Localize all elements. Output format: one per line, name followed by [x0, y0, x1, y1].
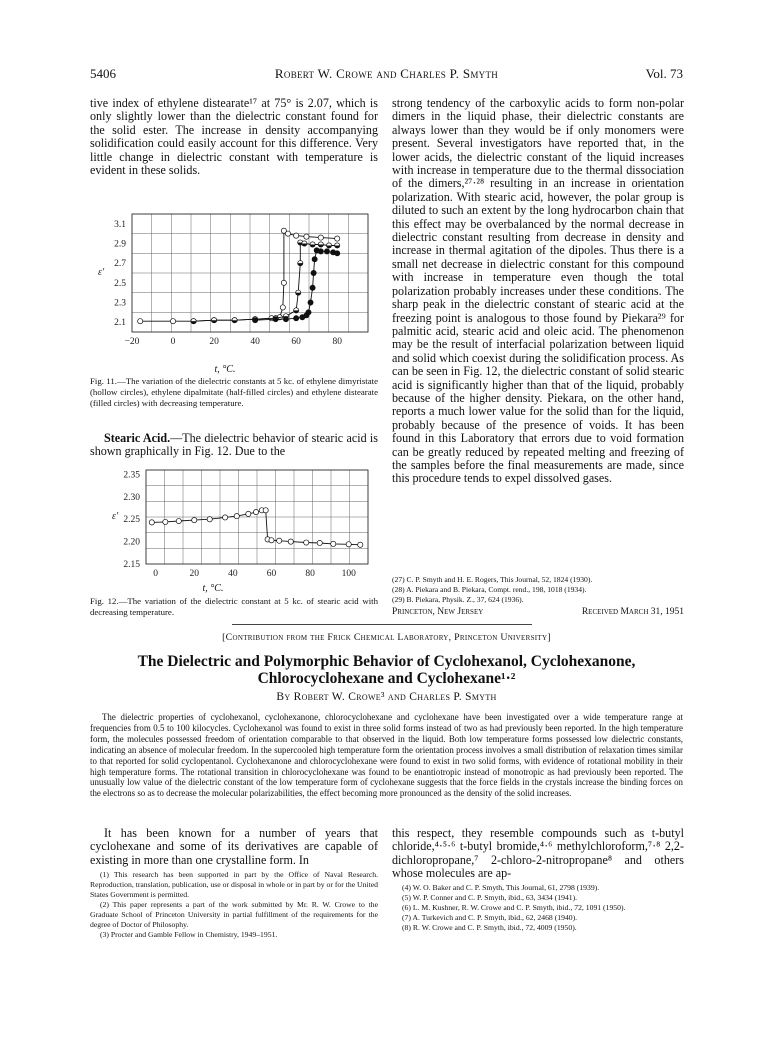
fig11-data-point — [318, 249, 323, 254]
fig12-x-tick-label: 40 — [228, 569, 238, 579]
footnote-3: (3) Procter and Gamble Fellow in Chemistry, 1949–1951. — [100, 930, 278, 939]
fig12-data-point — [288, 539, 293, 544]
fig12-x-tick-label: 20 — [189, 569, 200, 579]
fig12-data-point — [223, 515, 228, 520]
fig12-y-tick-label: 2.35 — [123, 470, 140, 481]
fig12-data-point — [346, 542, 351, 547]
fig12-data-point — [317, 540, 322, 545]
fig11-data-point — [285, 231, 290, 236]
footnote-5: (5) W. P. Conner and C. P. Smyth, ibid., 63, 3434 (1941). — [402, 893, 578, 902]
fig11-data-point — [138, 319, 143, 324]
fig11-data-point — [318, 235, 323, 240]
stearic-acid-text: —The dielectric behavior of stearic acid is shown graphically in Fig. 12. Due to the — [90, 431, 378, 459]
fig11-data-point — [308, 300, 313, 305]
fig11-y-tick-label: 2.7 — [114, 259, 126, 270]
fig11-data-point — [306, 310, 311, 315]
fig11-y-axis-label: ε′ — [98, 267, 105, 278]
footnotes-left — [90, 870, 378, 940]
reference-28: (28) A. Piekara and B. Piekara, Compt. rend., 198, 1018 (1934). — [392, 585, 587, 594]
page-number: 5406 — [90, 66, 116, 81]
reference-27: (27) C. P. Smyth and H. E. Rogers, This Journal, 52, 1824 (1930). — [392, 575, 593, 584]
intro-right-column — [392, 827, 684, 881]
article-authors: By Robert W. Crowe³ and Charles P. Smyth — [276, 691, 497, 703]
running-head: Robert W. Crowe and Charles P. Smyth — [274, 66, 499, 81]
fig11-y-tick-label: 2.3 — [114, 298, 126, 309]
fig12-y-tick-label: 2.25 — [123, 515, 140, 526]
fig11-x-tick-label: 40 — [250, 337, 260, 347]
left-column-top — [90, 97, 378, 177]
affiliation-place: Princeton, New Jersey — [392, 607, 484, 617]
article-title-line-2: Chlorocyclohexane and Cyclohexane¹·² — [257, 670, 516, 687]
fig11-data-point — [280, 305, 285, 310]
fig12-data-point — [263, 508, 268, 513]
fig12-data-point — [192, 518, 197, 523]
footnote-8: (8) R. W. Crowe and C. P. Smyth, ibid., 72, 4009 (1950). — [402, 923, 577, 932]
fig12-data-point — [176, 518, 181, 523]
fig11-data-point — [310, 285, 315, 290]
fig12-x-tick-label: 0 — [153, 569, 159, 579]
references-top — [392, 575, 684, 605]
right-column-text — [392, 97, 684, 486]
stearic-acid-paragraph — [90, 432, 378, 459]
fig12-data-point — [234, 514, 239, 519]
figure-12-xlabel: t, °C. — [202, 583, 224, 594]
fig12-data-point — [304, 540, 309, 545]
fig11-data-point — [294, 233, 299, 238]
fig11-y-tick-label: 2.5 — [114, 278, 126, 289]
fig12-x-tick-label: 80 — [305, 569, 315, 579]
footnote-1: (1) This research has been supported in part by the Office of Naval Research. Reproduction, translation, publication, use or disposal in whole or in part by or for the United States Government is permitted. — [90, 870, 378, 899]
footnote-2: (2) This paper represents a part of the work submitted by Mr. R. W. Crowe to the Graduate School of Princeton University in partial fulfillment of the requirements for the degree of Doctor of Philosophy. — [90, 900, 378, 929]
left-column-paragraph: tive index of ethylene distearate¹⁷ at 75° is 2.07, which is only slightly lower than the dielectric constant found for the solid ester. The increase in density accompanying solidification could easily account for this difference. Very little change in dielectric constant with temperature is evident in these solids. — [90, 96, 378, 178]
fig12-y-axis-label: ε′ — [112, 511, 119, 522]
fig11-x-tick-label: 0 — [170, 337, 176, 347]
fig11-y-tick-label: 3.1 — [114, 219, 126, 230]
fig12-data-point — [277, 538, 282, 543]
fig12-data-point — [149, 520, 154, 525]
footnote-7: (7) A. Turkevich and C. P. Smyth, ibid., 62, 2468 (1940). — [402, 913, 578, 922]
footnotes-right — [392, 883, 684, 933]
figure-12-caption: Fig. 12.—The variation of the dielectric constant at 5 kc. of stearic acid with decreasing temperature. — [90, 596, 378, 617]
fig11-data-point — [283, 317, 288, 322]
section-divider — [232, 624, 532, 625]
fig12-data-point — [246, 511, 251, 516]
fig11-data-point — [294, 316, 299, 321]
fig11-data-point — [281, 280, 286, 285]
fig12-y-tick-label: 2.20 — [123, 537, 140, 548]
fig12-data-point — [163, 519, 168, 524]
fig11-x-tick-label: 60 — [291, 337, 301, 347]
fig12-data-point — [331, 541, 336, 546]
fig11-data-point — [311, 270, 316, 275]
fig12-y-tick-label: 2.30 — [123, 492, 140, 503]
fig11-data-point — [312, 257, 317, 262]
fig12-data-point — [269, 538, 274, 543]
figure-11-caption: Fig. 11.—The variation of the dielectric constants at 5 kc. of ethylene dimyristate (hollow circles), ethylene dipalmitate (half-filled circles) and ethylene distearate (filled circles) with decreasing temperature. — [90, 376, 378, 408]
fig11-y-tick-label: 2.9 — [114, 239, 126, 250]
article-title-line-1: The Dielectric and Polymorphic Behavior of Cyclohexanol, Cyclohexanone, — [137, 653, 636, 670]
right-column-paragraph: strong tendency of the carboxylic acids to form non-polar dimers in the liquid phase, their dielectric constants are always lower than they would be if only monomers were present. Several investigators have reported that, in the lower acids, the dielectric constant of the liquid increases with increase in temperature due to the thermal dissociation of the dimers,²⁷·²⁸ resulting in an increase in orientation polarization. With stearic acid, however, the polar group is diluted to such an extent by the long hydrocarbon chain that this effect may be overbalanced by the normal decrease in dielectric constant resulting from decrease in density and increase in thermal agitation of the dipoles. Thus there is a small net decrease in dielectric constant for this compound with increase in temperature even though the total polarization probably increases under these conditions. The sharp peak in the dielectric constant of stearic acid at the freezing point is analogous to those found by Piekara²⁹ for palmitic acid, stearic acid and oleic acid. The phenomenon may be the result of interfacial polarization between liquid and solid which coexist during the solidification process. As can be seen in Fig. 12, the dielectric constant of solid stearic acid is significantly higher than that of the liquid, probably because of the higher density. Piekara, on the other hand, reports a much lower value for the solid than for the liquid, probably because of the presence of voids. It has been found in this Laboratory that errors due to void formation can be greatly reduced by repeated melting and freezing of the samples before the final measurements are made, since this procedure tends to expel dissolved gases. — [392, 96, 684, 486]
fig11-y-tick-label: 2.1 — [114, 318, 126, 329]
fig11-x-tick-label: 80 — [332, 337, 342, 347]
volume-number: Vol. 73 — [645, 66, 683, 81]
fig11-data-point — [335, 251, 340, 256]
fig12-data-point — [207, 517, 212, 522]
fig11-data-point — [253, 318, 258, 323]
contribution-line: [Contribution from the Frick Chemical Laboratory, Princeton University] — [222, 632, 551, 643]
article-abstract — [90, 712, 683, 799]
fig12-x-tick-label: 100 — [341, 569, 356, 579]
fig12-data-point — [253, 509, 258, 514]
intro-left-text: It has been known for a number of years that cyclohexane and some of its derivatives are capable of existing in more than one crystalline form. In — [90, 826, 378, 867]
figure-11-xlabel: t, °C. — [214, 364, 236, 375]
footnote-4: (4) W. O. Baker and C. P. Smyth, This Journal, 61, 2798 (1939). — [402, 883, 600, 892]
running-header — [90, 66, 683, 82]
received-date: Received March 31, 1951 — [581, 607, 684, 617]
fig11-data-point — [324, 249, 329, 254]
fig12-data-point — [358, 542, 363, 547]
affiliation-line — [392, 607, 684, 617]
intro-right-text: this respect, they resemble compounds such as t-butyl chloride,⁴·⁵·⁶ t-butyl bromide,⁴·⁶ methylchloroform,⁷·⁸ 2,2-dichloropropane,⁷ 2-chloro-2-nitropropane⁸ and others whose molecules are ap- — [392, 826, 684, 881]
reference-29: (29) B. Piekara, Physik. Z., 37, 624 (1936). — [392, 595, 524, 604]
fig12-y-tick-label: 2.15 — [123, 560, 140, 570]
abstract-text: The dielectric properties of cyclohexanol, cyclohexanone, chlorocyclohexane and cyclohexane have been investigated over a wide temperature range at frequencies from 0.5 to 100 kilocycles. Cyclohexanol was found to exist in three solid forms instead of two as had previously been reported. In the high temperature form, the molecules possessed freedom of orientation comparable to that observed in the liquid. Both low temperature forms possessed low dielectric constants, indicating an absence of molecular freedom. In the supercooled high temperature form the orientation process involves a small distribution of relaxation times similar to that reported for solid cyclopentanol. Cyclohexanone and chlorocyclohexane were found to exist in two solid forms, with evidence of rotational mobility in their high temperature forms. The rotational transition in chlorocyclohexane was found to be enantiotropic instead of monotropic as had previously been reported. The unusually low value of the dielectric constant of the low temperature form of cyclohexane suggests that the force fields in the crystals increase the binding forces on the electrons so as to decrease the molecular polarizabilities, the effect becoming more pronounced as the density of the solid increases. — [90, 712, 683, 799]
fig11-data-point — [170, 319, 175, 324]
fig11-data-point — [304, 234, 309, 239]
figure-11-plot — [88, 208, 378, 368]
fig11-x-tick-label: −20 — [124, 337, 140, 347]
footnote-6: (6) L. M. Kushner, R. W. Crowe and C. P. Smyth, ibid., 72, 1091 (1950). — [402, 903, 626, 912]
intro-left-column — [90, 827, 378, 867]
fig11-data-point — [335, 236, 340, 241]
stearic-acid-heading: Stearic Acid. — [104, 431, 171, 445]
figure-12-plot — [88, 466, 378, 584]
fig12-x-tick-label: 60 — [266, 569, 277, 579]
fig11-x-tick-label: 20 — [209, 337, 219, 347]
fig11-data-point — [273, 317, 278, 322]
